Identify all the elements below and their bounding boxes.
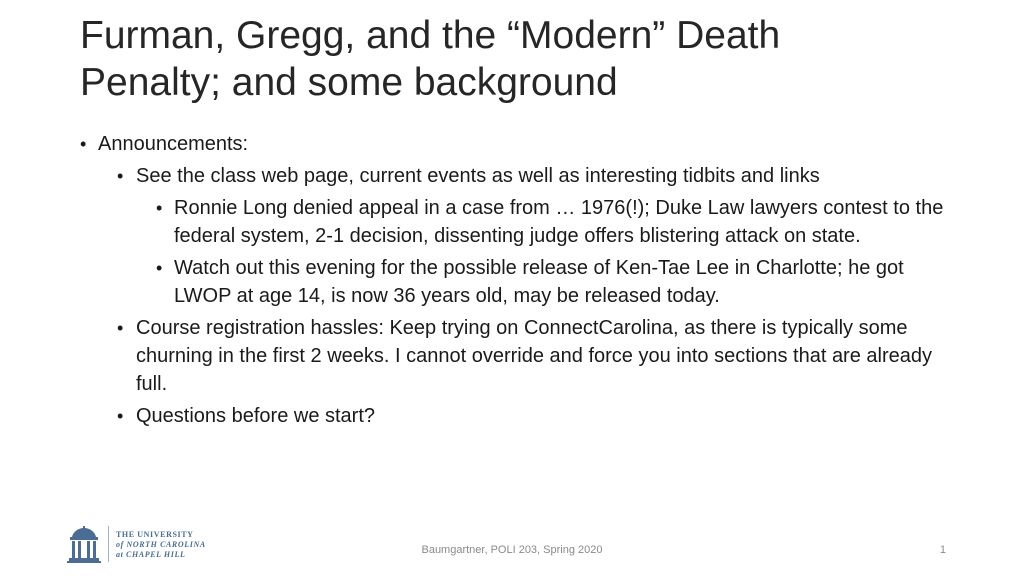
bullet-text: Announcements: <box>98 133 249 155</box>
slide-number: 1 <box>939 544 946 556</box>
bullet-text: See the class web page, current events as well as interesting tidbits and links <box>136 165 820 187</box>
bullet-item <box>80 130 960 158</box>
bullet-item <box>80 194 960 250</box>
bullet-icon: • <box>117 318 124 338</box>
logo-line-2: of NORTH CAROLINA <box>116 540 206 549</box>
logo-line-1: THE UNIVERSITY <box>116 530 194 539</box>
slide-title-line-2: Penalty; and some background <box>80 61 618 104</box>
bullet-item <box>80 402 960 430</box>
bullet-icon: • <box>156 258 163 278</box>
footer-text: Baumgartner, POLI 203, Spring 2020 <box>421 544 603 556</box>
logo-line-3: at CHAPEL HILL <box>116 550 186 559</box>
bullet-icon: • <box>80 134 87 154</box>
bullet-text: Questions before we start? <box>136 405 376 427</box>
bullet-text: Course registration hassles: Keep trying on ConnectCarolina, as there is typically some churning in the first 2 weeks. I cannot override and force you into sections that are already full. <box>136 317 932 395</box>
bullet-item <box>80 254 960 310</box>
bullet-icon: • <box>156 198 163 218</box>
bullet-icon: • <box>117 406 124 426</box>
slide-body <box>80 130 960 434</box>
slide-title-line-1: Furman, Gregg, and the “Modern” Death <box>80 14 781 57</box>
bullet-item <box>80 162 960 190</box>
slide-title <box>80 12 980 106</box>
bullet-item <box>80 314 960 398</box>
bullet-icon: • <box>117 166 124 186</box>
bullet-text: Ronnie Long denied appeal in a case from … 1976(!); Duke Law lawyers contest to the federal system, 2-1 decision, dissenting judge offers blistering attack on state. <box>174 197 944 247</box>
bullet-text: Watch out this evening for the possible release of Ken-Tae Lee in Charlotte; he got LWOP at age 14, is now 36 years old, may be released today. <box>174 257 904 307</box>
